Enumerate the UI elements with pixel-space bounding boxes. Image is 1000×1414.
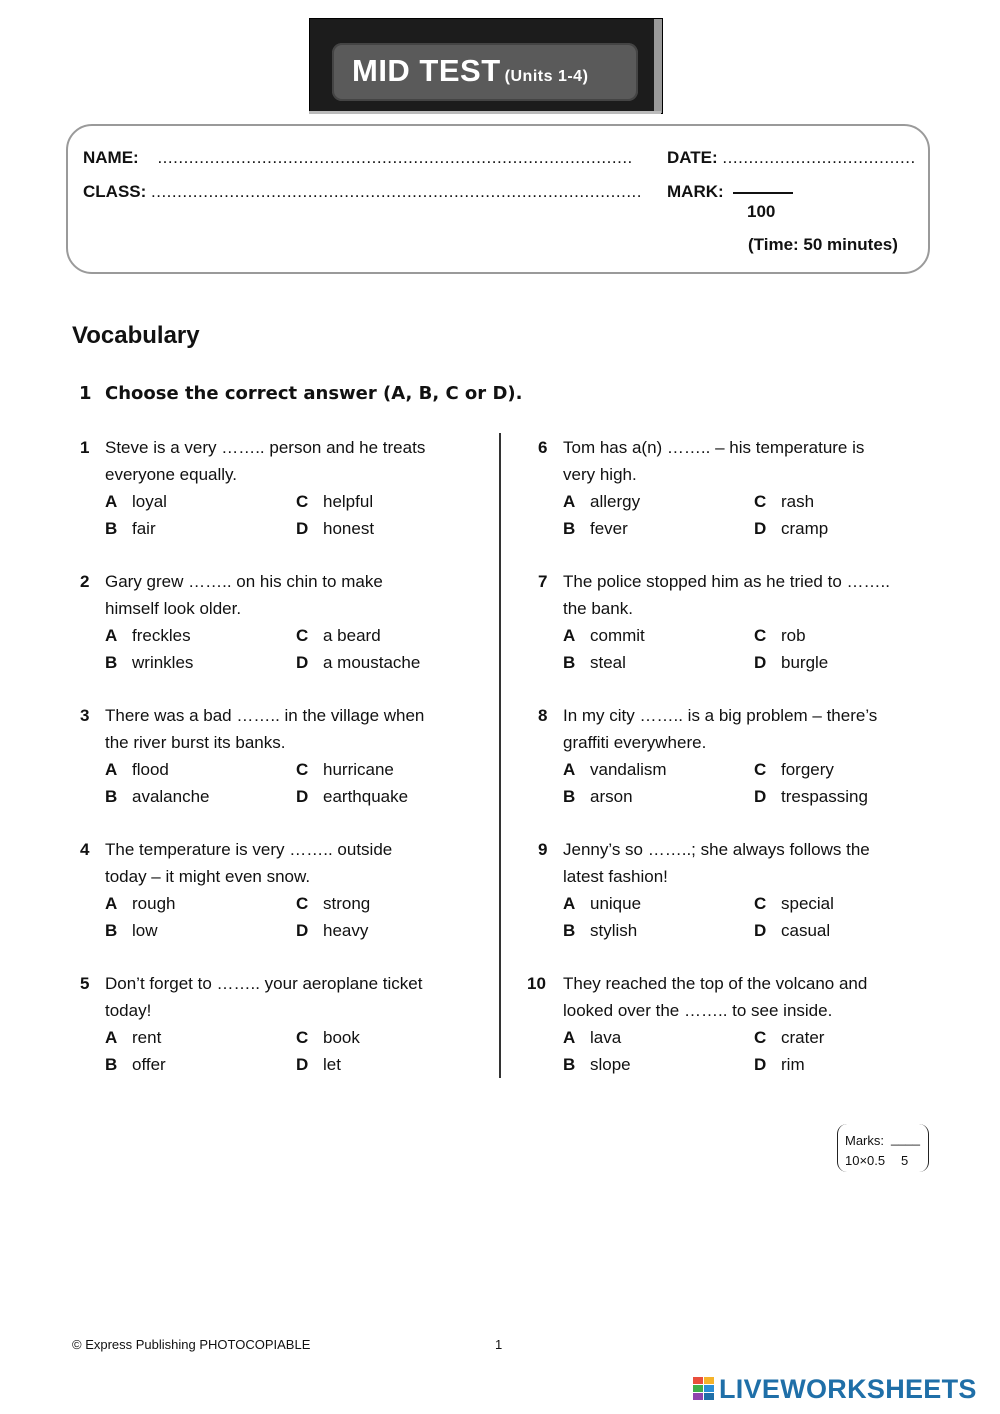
option-letter-b[interactable]: B xyxy=(563,921,576,940)
question-number: 3 xyxy=(80,706,90,725)
option-b-text[interactable]: avalanche xyxy=(132,787,210,806)
option-letter-c[interactable]: C xyxy=(296,626,309,645)
question-text-line1: Don’t forget to …….. your aeroplane ticket xyxy=(105,974,423,993)
question-number: 6 xyxy=(538,438,548,457)
option-letter-b[interactable]: B xyxy=(563,1055,576,1074)
option-b-text[interactable]: steal xyxy=(590,653,626,672)
option-letter-a[interactable]: A xyxy=(563,626,576,645)
marks-label: Marks: xyxy=(845,1133,884,1148)
option-letter-a[interactable]: A xyxy=(563,760,576,779)
option-a-text[interactable]: loyal xyxy=(132,492,167,511)
question-text-line2: today! xyxy=(105,1001,152,1020)
question-text-line1: The police stopped him as he tried to …….. xyxy=(563,572,890,591)
option-letter-b[interactable]: B xyxy=(105,653,118,672)
option-letter-b[interactable]: B xyxy=(563,787,576,806)
liveworksheets-icon xyxy=(693,1377,715,1401)
title-plate xyxy=(332,43,638,101)
option-d-text[interactable]: a moustache xyxy=(323,653,421,672)
option-d-text[interactable]: trespassing xyxy=(781,787,868,806)
option-b-text[interactable]: slope xyxy=(590,1055,631,1074)
option-letter-b[interactable]: B xyxy=(105,787,118,806)
option-b-text[interactable]: offer xyxy=(132,1055,166,1074)
title-banner xyxy=(309,18,663,114)
option-c-text[interactable]: crater xyxy=(781,1028,825,1047)
class-field[interactable] xyxy=(83,182,642,202)
question-text-line1: Steve is a very …….. person and he treats xyxy=(105,438,426,457)
option-a-text[interactable]: commit xyxy=(590,626,645,645)
option-letter-d[interactable]: D xyxy=(296,1055,309,1074)
marks-box xyxy=(837,1124,929,1174)
option-b-text[interactable]: wrinkles xyxy=(132,653,194,672)
question-text-line1: The temperature is very …….. outside xyxy=(105,840,393,859)
test-title: MID TEST (Units 1-4) xyxy=(352,53,589,88)
option-c-text[interactable]: hurricane xyxy=(323,760,394,779)
option-letter-b[interactable]: B xyxy=(105,1055,118,1074)
mark-fraction-line xyxy=(733,192,793,194)
option-letter-c[interactable]: C xyxy=(754,760,767,779)
option-letter-d[interactable]: D xyxy=(296,787,309,806)
question-number: 10 xyxy=(527,974,546,993)
question-number: 4 xyxy=(80,840,90,859)
question-text-line1: Tom has a(n) …….. – his temperature is xyxy=(563,438,865,457)
option-b-text[interactable]: low xyxy=(132,921,158,940)
name-label: NAME: xyxy=(83,148,139,167)
option-letter-a[interactable]: A xyxy=(105,492,118,511)
option-d-text[interactable]: rim xyxy=(781,1055,805,1074)
question-text-line2: today – it might even snow. xyxy=(105,867,311,886)
option-b-text[interactable]: fever xyxy=(590,519,628,538)
option-a-text[interactable]: rent xyxy=(132,1028,162,1047)
option-letter-b[interactable]: B xyxy=(105,519,118,538)
option-letter-b[interactable]: B xyxy=(105,921,118,940)
option-b-text[interactable]: arson xyxy=(590,787,633,806)
option-a-text[interactable]: flood xyxy=(132,760,169,779)
option-letter-c[interactable]: C xyxy=(296,894,309,913)
option-letter-d[interactable]: D xyxy=(296,921,309,940)
option-c-text[interactable]: rob xyxy=(781,626,806,645)
question-text-line2: the river burst its banks. xyxy=(105,733,286,752)
date-dots[interactable]: ..................................... xyxy=(722,148,916,167)
banner-edge xyxy=(654,19,662,113)
option-letter-c[interactable]: C xyxy=(754,1028,767,1047)
option-a-text[interactable]: freckles xyxy=(132,626,191,645)
question-number: 7 xyxy=(538,572,548,591)
question-number: 1 xyxy=(80,438,90,457)
liveworksheets-wordmark: LIVEWORKSHEETS xyxy=(719,1374,977,1404)
column-divider xyxy=(499,433,501,1078)
class-dots[interactable]: .............................................................................................. xyxy=(151,182,642,201)
option-letter-c[interactable]: C xyxy=(296,1028,309,1047)
option-letter-a[interactable]: A xyxy=(105,1028,118,1047)
option-d-text[interactable]: earthquake xyxy=(323,787,409,806)
option-letter-d[interactable]: D xyxy=(296,653,309,672)
question-text-line2: everyone equally. xyxy=(105,465,237,484)
option-letter-b[interactable]: B xyxy=(563,653,576,672)
option-c-text[interactable]: a beard xyxy=(323,626,381,645)
option-c-text[interactable]: helpful xyxy=(323,492,374,511)
option-letter-a[interactable]: A xyxy=(105,894,118,913)
option-letter-d[interactable]: D xyxy=(754,1055,767,1074)
question-text-line2: latest fashion! xyxy=(563,867,668,886)
class-label: CLASS: xyxy=(83,182,147,201)
question-number: 9 xyxy=(538,840,548,859)
option-a-text[interactable]: vandalism xyxy=(590,760,667,779)
option-a-text[interactable]: rough xyxy=(132,894,176,913)
option-letter-c[interactable]: C xyxy=(754,492,767,511)
name-dots[interactable]: ........................................................................................... xyxy=(157,148,633,167)
option-d-text[interactable]: honest xyxy=(323,519,375,538)
question-text-line2: very high. xyxy=(563,465,637,484)
option-letter-c[interactable]: C xyxy=(754,894,767,913)
question-text-line1: Jenny’s so ……..; she always follows the xyxy=(563,840,870,859)
marks-total: 5 xyxy=(901,1153,909,1168)
option-c-text[interactable]: rash xyxy=(781,492,815,511)
question-text-line2: looked over the …….. to see inside. xyxy=(563,1001,833,1020)
option-b-text[interactable]: fair xyxy=(132,519,156,538)
option-letter-d[interactable]: D xyxy=(754,787,767,806)
question-text-line1: There was a bad …….. in the village when xyxy=(105,706,425,725)
option-letter-c[interactable]: C xyxy=(296,760,309,779)
page-number: 1 xyxy=(495,1337,503,1352)
option-letter-a[interactable]: A xyxy=(105,626,118,645)
footer-copyright: © Express Publishing PHOTOCOPIABLE xyxy=(72,1337,311,1352)
option-letter-d[interactable]: D xyxy=(296,519,309,538)
option-letter-a[interactable]: A xyxy=(105,760,118,779)
option-c-text[interactable]: forgery xyxy=(781,760,834,779)
option-d-text[interactable]: casual xyxy=(781,921,831,940)
marks-blank[interactable]: ____ xyxy=(891,1131,920,1146)
question-text-line2: the bank. xyxy=(563,599,633,618)
question-number: 8 xyxy=(538,706,548,725)
option-c-text[interactable]: special xyxy=(781,894,834,913)
question-text-line1: Gary grew …….. on his chin to make xyxy=(105,572,383,591)
mark-label: MARK: xyxy=(667,182,724,201)
option-letter-c[interactable]: C xyxy=(296,492,309,511)
option-letter-c[interactable]: C xyxy=(754,626,767,645)
option-d-text[interactable]: cramp xyxy=(781,519,829,538)
question-text-line1: In my city …….. is a big problem – there’s xyxy=(563,706,878,725)
question-number: 5 xyxy=(80,974,90,993)
banner-underline xyxy=(309,111,661,114)
date-label: DATE: xyxy=(667,148,718,167)
task-instruction: Choose the correct answer (A, B, C or D). xyxy=(105,383,523,404)
option-a-text[interactable]: unique xyxy=(590,894,642,913)
option-letter-a[interactable]: A xyxy=(563,492,576,511)
option-letter-b[interactable]: B xyxy=(563,519,576,538)
option-d-text[interactable]: let xyxy=(323,1055,341,1074)
option-c-text[interactable]: book xyxy=(323,1028,360,1047)
mark-total: 100 xyxy=(747,202,776,221)
date-field[interactable] xyxy=(667,148,916,168)
option-a-text[interactable]: allergy xyxy=(590,492,641,511)
option-letter-a[interactable]: A xyxy=(563,1028,576,1047)
option-d-text[interactable]: heavy xyxy=(323,921,369,940)
question-text-line2: himself look older. xyxy=(105,599,242,618)
time-limit: (Time: 50 minutes) xyxy=(748,235,898,254)
marks-formula: 10×0.5 xyxy=(845,1153,886,1168)
option-d-text[interactable]: burgle xyxy=(781,653,829,672)
section-title: Vocabulary xyxy=(72,322,200,349)
task-number: 1 xyxy=(79,383,92,404)
option-c-text[interactable]: strong xyxy=(323,894,371,913)
option-b-text[interactable]: stylish xyxy=(590,921,638,940)
name-field[interactable] xyxy=(83,148,633,168)
question-text-line1: They reached the top of the volcano and xyxy=(563,974,868,993)
question-number: 2 xyxy=(80,572,90,591)
test-subtitle: (Units 1-4) xyxy=(504,68,589,85)
option-letter-a[interactable]: A xyxy=(563,894,576,913)
option-letter-d[interactable]: D xyxy=(754,921,767,940)
question-text-line2: graffiti everywhere. xyxy=(563,733,707,752)
option-letter-d[interactable]: D xyxy=(754,519,767,538)
option-a-text[interactable]: lava xyxy=(590,1028,622,1047)
option-letter-d[interactable]: D xyxy=(754,653,767,672)
